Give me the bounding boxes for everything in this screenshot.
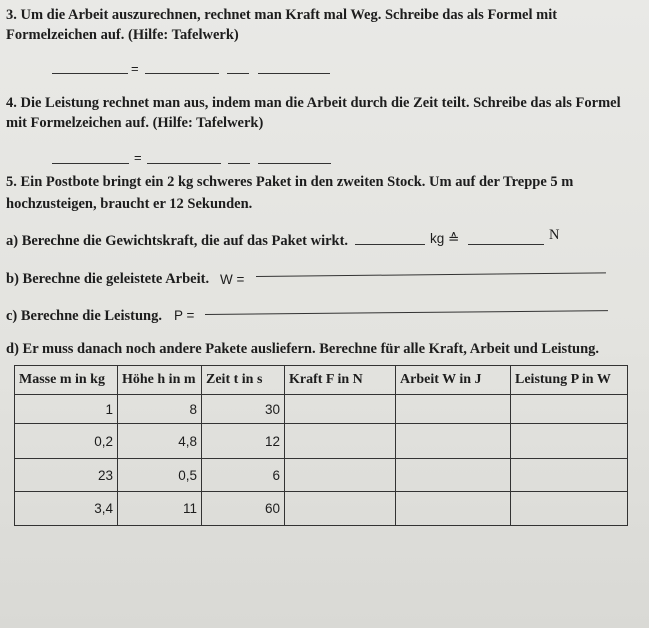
table-row	[15, 424, 628, 459]
q5b-answer-line[interactable]	[256, 272, 606, 277]
cell-arbeit-empty[interactable]	[396, 492, 511, 526]
cell-hoehe: 8	[118, 395, 202, 424]
q4-blank-3[interactable]	[228, 163, 250, 164]
cell-leistung-empty[interactable]	[511, 492, 628, 526]
q5a-blank-n[interactable]	[468, 244, 544, 245]
q3-text-line2: Formelzeichen auf. (Hilfe: Tafelwerk)	[6, 27, 239, 43]
q5c-answer-line[interactable]	[205, 310, 608, 315]
cell-kraft-empty[interactable]	[285, 395, 396, 424]
q5b-formula: W =	[220, 272, 245, 287]
q5-text-line2: hochzusteigen, braucht er 12 Sekunden.	[6, 196, 253, 212]
q3-text-line1: 3. Um die Arbeit auszurechnen, rechnet man Kraft mal Weg. Schreibe das als Formel mit	[6, 7, 558, 23]
cell-masse: 3,4	[15, 492, 118, 526]
q5a-text: a) Berechne die Gewichtskraft, die auf das Paket wirkt.	[6, 233, 349, 249]
cell-zeit: 12	[202, 424, 285, 459]
q4-text-line1: 4. Die Leistung rechnet man aus, indem man die Arbeit durch die Zeit teilt. Schreibe das als Formel	[6, 95, 621, 111]
cell-masse: 23	[15, 459, 118, 492]
table-row	[15, 492, 628, 526]
cell-leistung-empty[interactable]	[511, 459, 628, 492]
cell-kraft-empty[interactable]	[285, 459, 396, 492]
results-table	[14, 365, 628, 526]
cell-masse: 1	[15, 395, 118, 424]
q3-blank-4[interactable]	[258, 73, 330, 74]
table-header-row	[15, 366, 628, 395]
q5c-text: c) Berechne die Leistung.	[6, 308, 162, 324]
cell-leistung-empty[interactable]	[511, 395, 628, 424]
q4-blank-2[interactable]	[147, 163, 221, 164]
q5a-unit-kg: kg ≙	[430, 231, 460, 246]
q4-blank-1[interactable]	[52, 163, 129, 164]
cell-zeit: 60	[202, 492, 285, 526]
q3-blank-1[interactable]	[52, 73, 128, 74]
q5c-formula: P =	[174, 308, 195, 323]
cell-arbeit-empty[interactable]	[396, 395, 511, 424]
q5a-unit-n: N	[549, 227, 560, 243]
cell-arbeit-empty[interactable]	[396, 424, 511, 459]
header-arbeit: Arbeit W in J	[396, 366, 511, 395]
cell-hoehe: 4,8	[118, 424, 202, 459]
header-leistung: Leistung P in W	[511, 366, 628, 395]
cell-hoehe: 11	[118, 492, 202, 526]
q4-blank-4[interactable]	[258, 163, 331, 164]
header-hoehe: Höhe h in m	[118, 366, 202, 395]
cell-hoehe: 0,5	[118, 459, 202, 492]
q3-blank-2[interactable]	[145, 73, 219, 74]
header-masse: Masse m in kg	[15, 366, 118, 395]
q5a-blank-kg[interactable]	[355, 244, 425, 245]
cell-leistung-empty[interactable]	[511, 424, 628, 459]
cell-kraft-empty[interactable]	[285, 492, 396, 526]
cell-masse: 0,2	[15, 424, 118, 459]
q3-equals: =	[131, 61, 139, 76]
header-zeit: Zeit t in s	[202, 366, 285, 395]
cell-zeit: 6	[202, 459, 285, 492]
cell-zeit: 30	[202, 395, 285, 424]
table-row	[15, 395, 628, 424]
q3-blank-3[interactable]	[227, 73, 249, 74]
table-row	[15, 459, 628, 492]
q5-text-line1: 5. Ein Postbote bringt ein 2 kg schweres Paket in den zweiten Stock. Um auf der Treppe 5 m	[6, 174, 574, 190]
q5b-text: b) Berechne die geleistete Arbeit.	[6, 271, 210, 287]
header-kraft: Kraft F in N	[285, 366, 396, 395]
cell-arbeit-empty[interactable]	[396, 459, 511, 492]
q4-equals: =	[134, 150, 142, 165]
cell-kraft-empty[interactable]	[285, 424, 396, 459]
q5d-text: d) Er muss danach noch andere Pakete ausliefern. Berechne für alle Kraft, Arbeit und Leistung.	[6, 341, 600, 357]
q4-text-line2: mit Formelzeichen auf. (Hilfe: Tafelwerk)	[6, 115, 264, 131]
